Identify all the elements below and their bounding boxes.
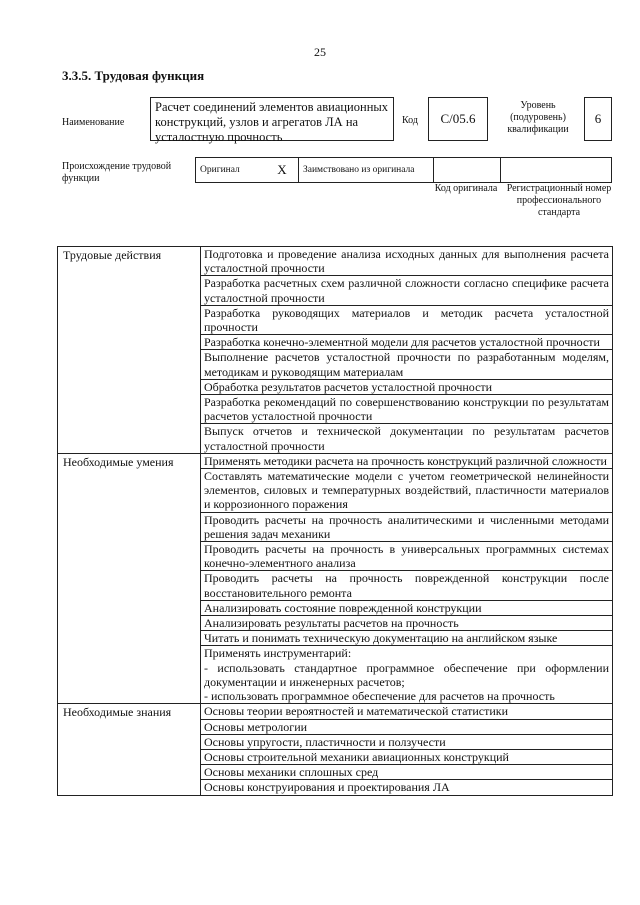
list-item: Анализировать состояние поврежденной конструкции: [201, 600, 613, 615]
borrowed-label: Заимствовано из оригинала: [299, 158, 434, 183]
code-label: Код: [402, 115, 418, 126]
list-item: Разработка руководящих материалов и методик расчета усталостной прочности: [201, 305, 613, 334]
table-row: [58, 704, 613, 719]
level-value: 6: [584, 97, 612, 141]
list-item: Проводить расчеты на прочность аналитическими и численными методами решения задач механики: [201, 512, 613, 541]
list-item: Основы метрологии: [201, 719, 613, 734]
list-item: Проводить расчеты на прочность в универсальных программных системах конечно-элементного анализа: [201, 542, 613, 571]
table-row: [58, 247, 613, 276]
list-item: Анализировать результаты расчетов на прочность: [201, 616, 613, 631]
list-item: Основы упругости, пластичности и ползучести: [201, 734, 613, 749]
item-line: - использовать программное обеспечение для расчетов на прочность: [204, 689, 555, 704]
list-item: Подготовка и проведение анализа исходных данных для выполнения расчета усталостной прочности: [201, 247, 613, 276]
code-caption: Код оригинала: [434, 183, 498, 194]
list-item: Обработка результатов расчетов усталостной прочности: [201, 379, 613, 394]
section-title: 3.3.5. Трудовая функция: [62, 68, 205, 83]
level-label: Уровень (подуровень) квалификации: [507, 100, 569, 135]
original-code-cell: [434, 158, 501, 183]
list-item: Выпуск отчетов и технической документации по результатам расчетов усталостной прочности: [201, 424, 613, 453]
name-label: Наименование: [62, 117, 125, 128]
original-mark: X: [266, 158, 299, 183]
code-value: C/05.6: [428, 97, 488, 141]
name-value: Расчет соединений элементов авиационных конструкций, узлов и агрегатов ЛА на усталостную прочность: [150, 97, 394, 141]
list-item: Применять методики расчета на прочность конструкций различной сложности: [201, 453, 613, 468]
page-number: 25: [314, 45, 326, 59]
table-row: [58, 453, 613, 468]
section-title-cell: Необходимые умения: [58, 453, 201, 703]
list-item: Разработка расчетных схем различной сложности согласно специфике расчета усталостной прочности: [201, 276, 613, 305]
list-item: Составлять математические модели с учетом геометрической нелинейности элементов, силовых и температурных воздействий, пластичности материалов и коррозионного поражения: [201, 469, 613, 513]
original-label: Оригинал: [196, 158, 267, 183]
origin-table: [195, 157, 612, 183]
list-item: Основы строительной механики авиационных конструкций: [201, 749, 613, 764]
section-title-cell: Трудовые действия: [58, 247, 201, 454]
registration-number-cell: [501, 158, 612, 183]
list-item: Основы конструирования и проектирования ЛА: [201, 780, 613, 795]
section-title-cell: Необходимые знания: [58, 704, 201, 795]
list-item: Разработка рекомендаций по совершенствованию конструкции по результатам расчетов усталостной прочности: [201, 395, 613, 424]
list-item: Разработка конечно-элементной модели для расчетов усталостной прочности: [201, 335, 613, 350]
item-line: Применять инструментарий:: [204, 646, 352, 661]
list-item: Выполнение расчетов усталостной прочности по разработанным моделям, методикам и руководящим материалам: [201, 350, 613, 379]
item-line: - использовать стандартное программное обеспечение при оформлении документации и инженерных расчетов;: [204, 660, 609, 689]
list-item: Основы механики сплошных сред: [201, 765, 613, 780]
list-item: Читать и понимать техническую документацию на английском языке: [201, 631, 613, 646]
origin-label: Происхождение трудовой функции: [62, 161, 172, 184]
list-item: Проводить расчеты на прочность поврежденной конструкции после восстановительного ремонта: [201, 571, 613, 600]
labor-function-table: [57, 246, 613, 796]
registration-caption: Регистрационный номер профессионального стандарта: [506, 183, 612, 218]
list-item: [201, 646, 613, 704]
list-item: Основы теории вероятностей и математической статистики: [201, 704, 613, 719]
